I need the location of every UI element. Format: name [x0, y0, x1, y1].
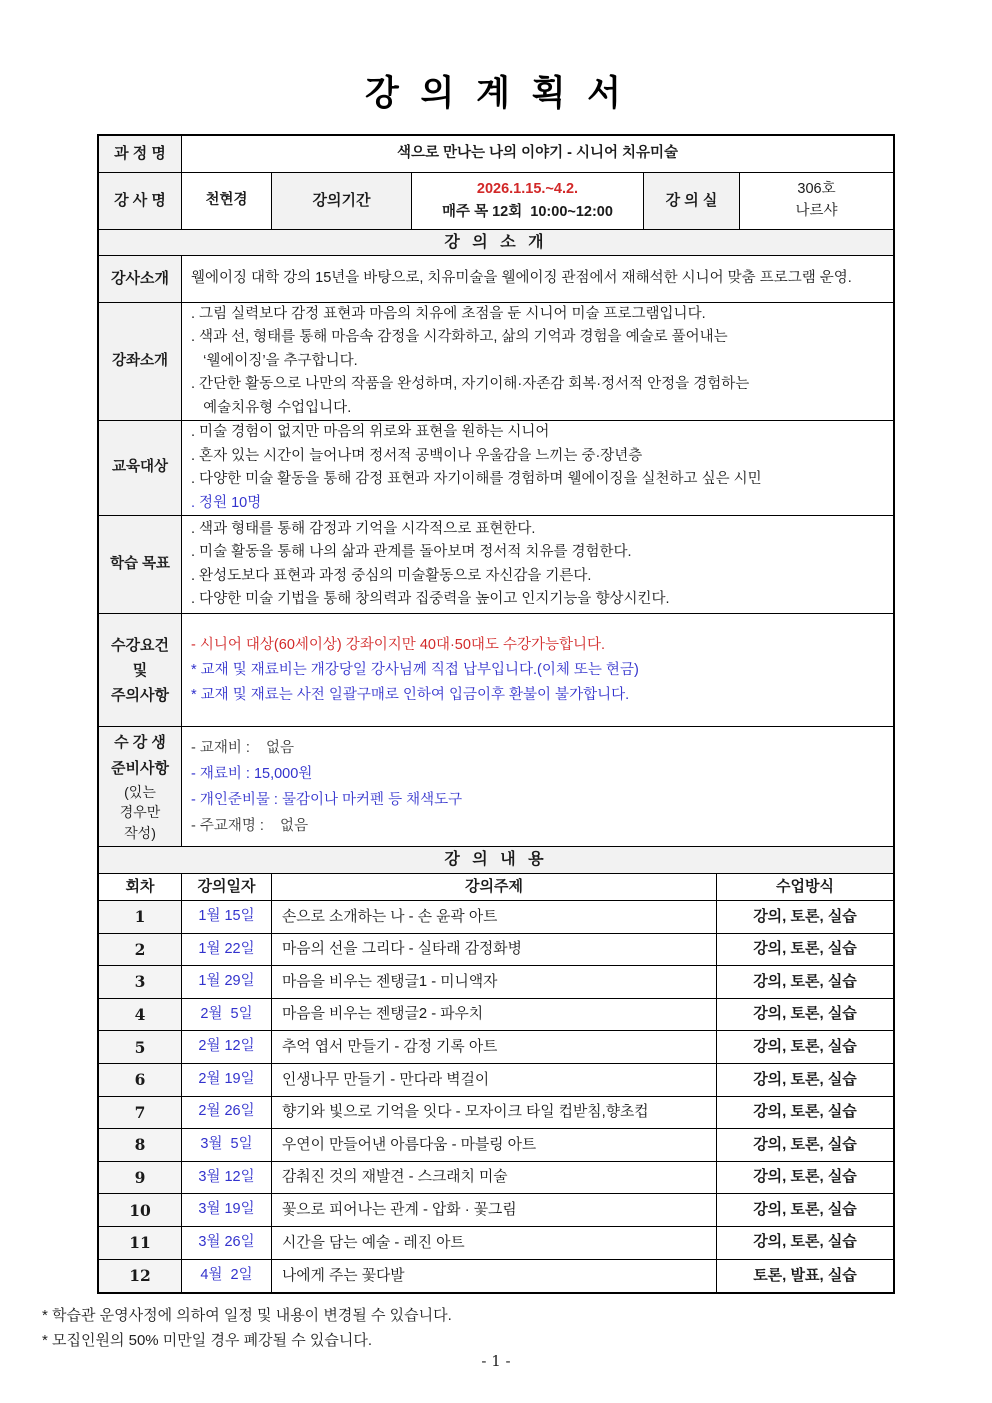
requirements-text — [182, 614, 893, 726]
room-number: 306호 — [797, 181, 836, 198]
target-line: . 미술 경험이 없지만 마음의 위로와 표현을 원하는 시니어 — [191, 424, 550, 440]
session-number: 5 — [99, 1031, 182, 1063]
prep-line-textbook-fee: - 교재비 : 없음 — [191, 739, 295, 756]
course-intro-line: 예술치유형 수업입니다. — [191, 399, 352, 416]
target-audience-label: 교육대상 — [99, 421, 182, 515]
schedule-row — [99, 1194, 893, 1227]
schedule-row — [99, 1064, 893, 1097]
schedule-row — [99, 1097, 893, 1130]
target-audience-row — [99, 421, 893, 516]
course-name-label: 과 정 명 — [99, 136, 182, 172]
instructor-name: 천현경 — [182, 173, 272, 229]
preparation-label-note: 경우만 — [119, 804, 161, 821]
requirement-red-line: - 시니어 대상(60세이상) 강좌이지만 40대·50대도 수강가능합니다. — [191, 636, 606, 653]
instructor-intro-label: 강사소개 — [99, 256, 182, 302]
course-intro-text — [182, 303, 893, 420]
course-intro-row — [99, 303, 893, 421]
course-name-value: 색으로 만나는 나의 이야기 - 시니어 치유미술 — [396, 145, 679, 162]
room-label: 강 의 실 — [644, 173, 740, 229]
intro-section-header-row — [99, 230, 893, 256]
preparation-label-note: 작성) — [124, 824, 156, 841]
session-method: 강의, 토론, 실습 — [753, 1233, 857, 1251]
session-number: 1 — [99, 901, 182, 933]
session-method: 강의, 토론, 실습 — [753, 1103, 857, 1121]
session-topic: 향기와 빛으로 기억을 잇다 - 모자이크 타일 컵받침,향초컵 — [272, 1097, 717, 1129]
session-method: 토론, 발표, 실습 — [753, 1266, 857, 1284]
schedule-header-date: 강의일자 — [182, 874, 272, 900]
preparation-label-line: 수 강 생 — [114, 734, 166, 752]
goal-line: . 미술 활동을 통해 나의 삶과 관계를 돌아보며 정서적 치유를 경험한다. — [191, 544, 632, 560]
instructor-intro-text — [182, 256, 893, 302]
session-topic: 인생나무 만들기 - 만다라 벽걸이 — [272, 1064, 717, 1096]
session-topic: 꽃으로 피어나는 관계 - 압화 · 꽃그림 — [272, 1194, 717, 1226]
learning-goal-row — [99, 516, 893, 614]
session-topic: 마음의 선을 그리다 - 실타래 감정화병 — [272, 934, 717, 966]
session-topic: 마음을 비우는 젠탱글2 - 파우치 — [272, 999, 717, 1031]
session-method: 강의, 토론, 실습 — [753, 1200, 857, 1218]
page-number: - 1 - — [481, 1352, 511, 1370]
target-capacity: . 정원 10명 — [191, 494, 262, 511]
page-title: 강 의 계 획 서 — [365, 74, 627, 113]
requirements-label — [99, 614, 182, 726]
session-method: 강의, 토론, 실습 — [753, 1168, 857, 1186]
intro-section-title: 강 의 소 개 — [99, 230, 893, 255]
session-date: 4월 2일 — [182, 1260, 272, 1293]
preparation-row — [99, 727, 893, 847]
schedule-header-topic: 강의주제 — [272, 874, 717, 900]
contents-section-header-row — [99, 847, 893, 874]
session-topic: 추억 엽서 만들기 - 감정 기록 아트 — [272, 1031, 717, 1063]
requirements-row — [99, 614, 893, 727]
period-date: 2026.1.15.~4.2. — [476, 180, 579, 197]
session-number: 8 — [99, 1129, 182, 1161]
schedule-row — [99, 966, 893, 999]
footnote-line: * 모집인원의 50% 미만일 경우 폐강될 수 있습니다. — [42, 1332, 373, 1350]
session-method: 강의, 토론, 실습 — [753, 1037, 857, 1055]
session-method: 강의, 토론, 실습 — [753, 940, 857, 958]
course-intro-line: . 그림 실력보다 감정 표현과 마음의 치유에 초점을 둔 시니어 미술 프로그램입니다. — [191, 305, 706, 322]
schedule-row — [99, 1260, 893, 1293]
requirement-blue-line: * 교재 및 재료는 사전 일괄구매로 인하여 입금이후 환불이 불가합니다. — [191, 686, 630, 703]
session-number: 9 — [99, 1162, 182, 1194]
session-number: 2 — [99, 934, 182, 966]
session-topic: 나에게 주는 꽃다발 — [272, 1260, 717, 1293]
session-date: 2월 19일 — [182, 1064, 272, 1096]
prep-line-personal-items: - 개인준비물 : 물감이나 마커펜 등 채색도구 — [191, 791, 463, 808]
session-topic: 시간을 담는 예술 - 레진 아트 — [272, 1227, 717, 1259]
session-method: 강의, 토론, 실습 — [753, 1135, 857, 1153]
preparation-label-line: 준비사항 — [111, 760, 169, 778]
schedule-row — [99, 901, 893, 934]
goal-line: . 색과 형태를 통해 감정과 기억을 시각적으로 표현한다. — [191, 520, 536, 537]
session-date: 3월 5일 — [182, 1129, 272, 1161]
session-method: 강의, 토론, 실습 — [753, 1005, 857, 1023]
session-date: 3월 26일 — [182, 1227, 272, 1259]
session-date: 2월 26일 — [182, 1097, 272, 1129]
period-value — [412, 173, 644, 229]
instructor-label: 강 사 명 — [99, 173, 182, 229]
session-topic: 감춰진 것의 재발견 - 스크래치 미술 — [272, 1162, 717, 1194]
contents-section-title: 강 의 내 용 — [99, 847, 893, 873]
target-audience-text — [182, 421, 893, 515]
schedule-row — [99, 1227, 893, 1260]
session-number: 12 — [99, 1260, 182, 1293]
course-intro-line: . 간단한 활동으로 나만의 작품을 완성하며, 자기이해·자존감 회복·정서적 안정을 경험하는 — [191, 376, 750, 393]
preparation-label-note: (있는 — [124, 784, 156, 801]
session-number: 3 — [99, 966, 182, 998]
session-topic: 손으로 소개하는 나 - 손 윤곽 아트 — [272, 901, 717, 933]
period-schedule: 매주 목 12회 10:00~12:00 — [442, 204, 613, 220]
prep-line-material-fee: - 재료비 : 15,000원 — [191, 765, 313, 782]
requirements-label-line: 주의사항 — [111, 686, 169, 704]
room-name: 나르샤 — [795, 203, 838, 219]
preparation-text — [182, 727, 893, 846]
session-date: 1월 22일 — [182, 934, 272, 966]
schedule-row — [99, 1162, 893, 1195]
schedule-header-method: 수업방식 — [717, 874, 893, 900]
session-date: 1월 15일 — [182, 901, 272, 933]
session-method: 강의, 토론, 실습 — [753, 1070, 857, 1088]
session-number: 11 — [99, 1227, 182, 1259]
session-topic: 우연이 만들어낸 아름다움 - 마블링 아트 — [272, 1129, 717, 1161]
schedule-header-row — [99, 874, 893, 901]
course-intro-line: . 색과 선, 형태를 통해 마음속 감정을 시각화하고, 삶의 기억과 경험을 예술로 풀어내는 — [191, 329, 728, 346]
footnotes — [42, 1303, 992, 1353]
session-method: 강의, 토론, 실습 — [753, 907, 857, 925]
session-date: 2월 12일 — [182, 1031, 272, 1063]
schedule-row — [99, 934, 893, 967]
session-date: 1월 29일 — [182, 966, 272, 998]
instructor-intro-row — [99, 256, 893, 303]
session-number: 7 — [99, 1097, 182, 1129]
course-name-row — [99, 136, 893, 173]
session-date: 3월 19일 — [182, 1194, 272, 1226]
schedule-row — [99, 1129, 893, 1162]
course-intro-label: 강좌소개 — [99, 303, 182, 420]
period-label: 강의기간 — [272, 173, 412, 229]
target-line: . 혼자 있는 시간이 늘어나며 정서적 공백이나 우울감을 느끼는 중·장년층 — [191, 447, 643, 464]
session-date: 2월 5일 — [182, 999, 272, 1031]
target-line: . 다양한 미술 활동을 통해 감정 표현과 자기이해를 경험하며 웰에이징을 실천하고 싶은 시민 — [191, 471, 762, 487]
schedule-header-no: 회차 — [99, 874, 182, 900]
preparation-label — [99, 727, 182, 846]
requirement-blue-line: * 교재 및 재료비는 개강당일 강사님께 직접 납부입니다.(이체 또는 현금) — [191, 661, 639, 678]
goal-line: . 완성도보다 표현과 과정 중심의 미술활동으로 자신감을 기른다. — [191, 567, 592, 584]
schedule-row — [99, 1031, 893, 1064]
requirements-label-line: 수강요건 — [111, 636, 169, 654]
instructor-intro-paragraph: 웰에이징 대학 강의 15년을 바탕으로, 치유미술을 웰에이징 관점에서 재해석한 시니어 맞춤 프로그램 운영. — [191, 270, 852, 287]
session-number: 6 — [99, 1064, 182, 1096]
footnote-line: * 학습관 운영사정에 의하여 일정 및 내용이 변경될 수 있습니다. — [42, 1307, 452, 1325]
session-number: 4 — [99, 999, 182, 1031]
session-topic: 마음을 비우는 젠탱글1 - 미니액자 — [272, 966, 717, 998]
schedule-row — [99, 999, 893, 1032]
goal-line: . 다양한 미술 기법을 통해 창의력과 집중력을 높이고 인지기능을 향상시킨다. — [191, 591, 670, 607]
session-date: 3월 12일 — [182, 1162, 272, 1194]
requirements-label-line: 및 — [132, 661, 148, 679]
session-number: 10 — [99, 1194, 182, 1226]
instructor-row — [99, 173, 893, 230]
prep-line-main-textbook: - 주교재명 : 없음 — [191, 817, 309, 834]
learning-goal-text — [182, 516, 893, 613]
room-value — [740, 173, 893, 229]
course-intro-line: ‘웰에이징’을 추구합니다. — [191, 352, 358, 369]
learning-goal-label: 학습 목표 — [99, 516, 182, 613]
lecture-plan-table — [97, 134, 895, 1294]
session-method: 강의, 토론, 실습 — [753, 972, 857, 990]
